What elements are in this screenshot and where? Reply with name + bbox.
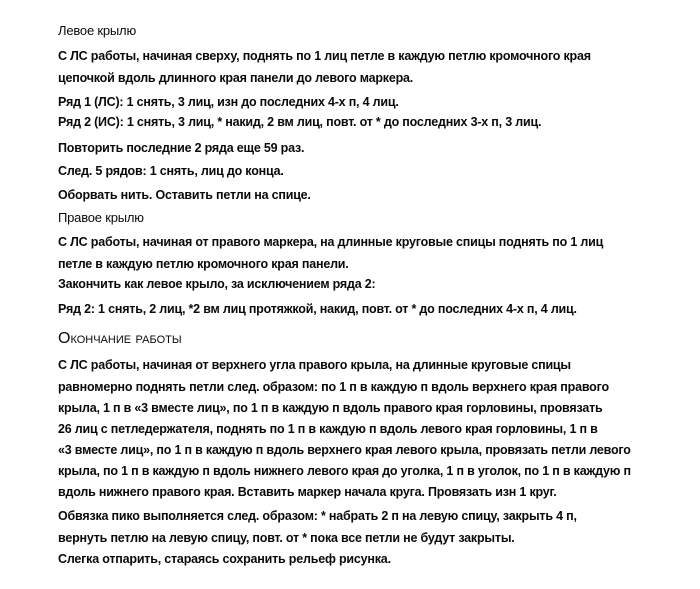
steam-instruction: Слегка отпарить, стараясь сохранить рельеф рисунка. [58,552,391,566]
left-wing-row-2: Ряд 2 (ИС): 1 снять, 3 лиц, * накид, 2 вм лиц, повт. от * до последних 3-х п, 3 лиц. [58,115,542,129]
finishing-paragraph-line-3: крыла, 1 п в «3 вместе лиц», по 1 п в каждую п вдоль правого края горловины, провязать [58,401,603,415]
finishing-paragraph-line-6: крыла, по 1 п в каждую п вдоль нижнего левого края до уголка, 1 п в уголок, по 1 п в каждую п [58,464,631,478]
right-wing-finish: Закончить как левое крыло, за исключением ряда 2: [58,277,376,291]
right-wing-row-2: Ряд 2: 1 снять, 2 лиц, *2 вм лиц протяжкой, накид, повт. от * до последних 4-х п, 4 лиц. [58,302,577,316]
finishing-paragraph-line-2: равномерно поднять петли след. образом: по 1 п в каждую п вдоль верхнего края правого [58,380,609,394]
left-wing-paragraph-line-2: цепочкой вдоль длинного края панели до левого маркера. [58,71,414,85]
picot-paragraph-line-2: вернуть петлю на левую спицу, повт. от * пока все петли не будут закрыты. [58,531,515,545]
left-wing-next-rows: След. 5 рядов: 1 снять, лиц до конца. [58,164,284,178]
right-wing-heading: Правое крылю [58,210,144,225]
left-wing-repeat: Повторить последние 2 ряда еще 59 раз. [58,141,305,155]
finishing-paragraph-line-4: 26 лиц с петледержателя, поднять по 1 п в каждую п вдоль левого края горловины, 1 п в [58,422,598,436]
finishing-heading: Окончание работы [58,330,182,347]
finishing-paragraph-line-7: вдоль нижнего правого края. Вставить маркер начала круга. Провязать изн 1 круг. [58,485,557,499]
right-wing-paragraph-line-1: С ЛС работы, начиная от правого маркера, на длинные круговые спицы поднять по 1 лиц [58,235,604,249]
left-wing-row-1: Ряд 1 (ЛС): 1 снять, 3 лиц, изн до последних 4-х п, 4 лиц. [58,95,399,109]
finishing-paragraph-line-1: С ЛС работы, начиная от верхнего угла правого крыла, на длинные круговые спицы [58,358,571,372]
finishing-paragraph-line-5: «3 вместе лиц», по 1 п в каждую п вдоль верхнего края левого крыла, провязать петли левого [58,443,631,457]
left-wing-heading: Левое крылю [58,23,136,38]
picot-paragraph-line-1: Обвязка пико выполняется след. образом: * набрать 2 п на левую спицу, закрыть 4 п, [58,509,577,523]
right-wing-paragraph-line-2: петле в каждую петлю кромочного края панели. [58,257,349,271]
left-wing-bind-off: Оборвать нить. Оставить петли на спице. [58,188,311,202]
left-wing-paragraph-line-1: С ЛС работы, начиная сверху, поднять по 1 лиц петле в каждую петлю кромочного края [58,49,591,63]
